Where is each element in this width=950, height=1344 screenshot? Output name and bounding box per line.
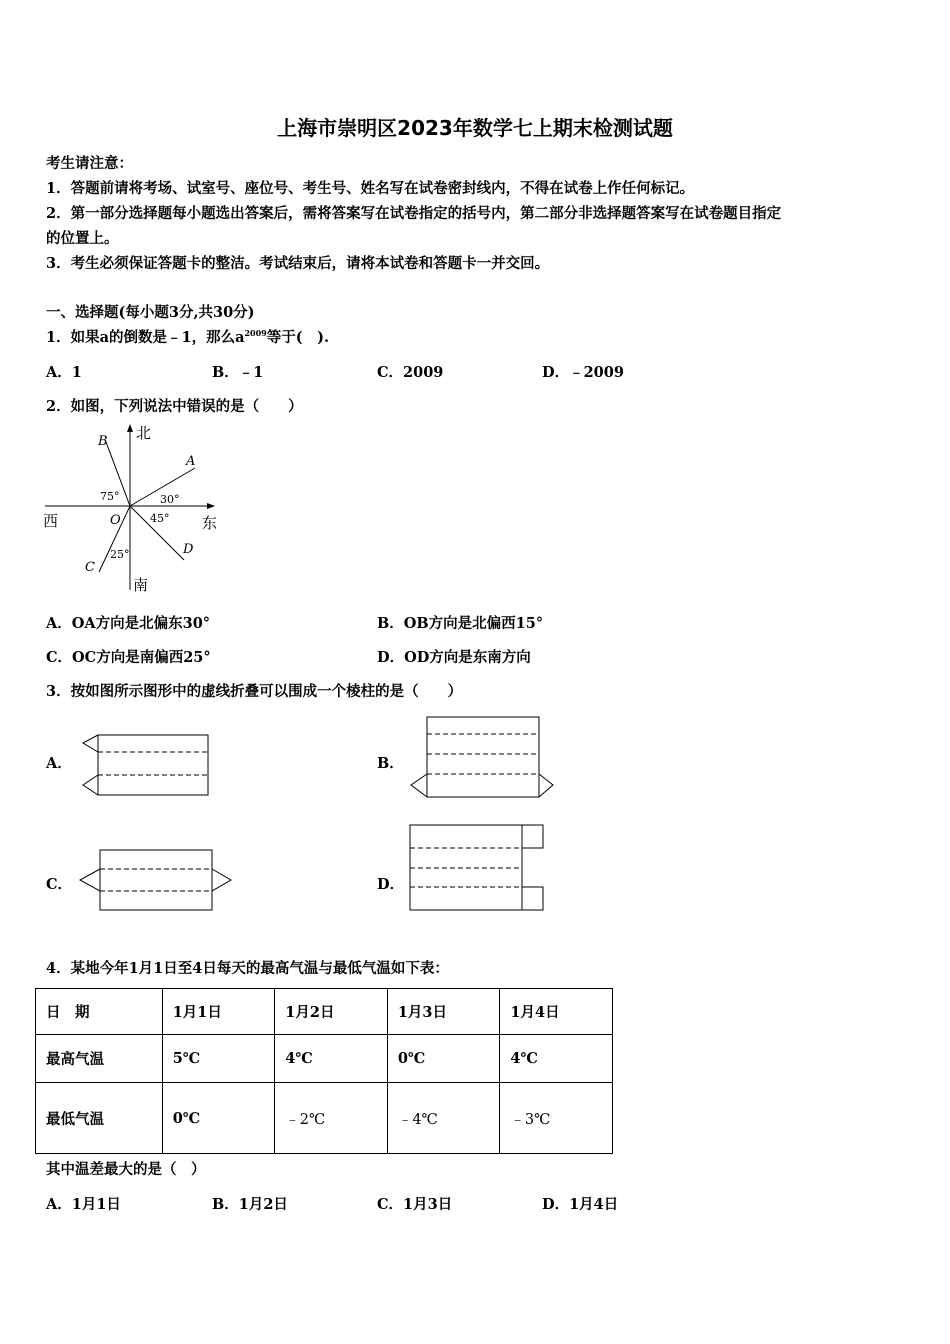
label-b: B xyxy=(98,434,108,449)
angle-45: 45° xyxy=(150,512,170,525)
table-row xyxy=(36,989,613,1035)
section-heading: 一、选择题(每小题3分,共30分) xyxy=(46,304,255,321)
angle-25: 25° xyxy=(110,548,130,561)
net-figure-a xyxy=(78,730,213,800)
table-cell: 1月2日 xyxy=(275,989,388,1035)
west-label: 西 xyxy=(43,512,59,530)
table-cell: 最高气温 xyxy=(36,1035,163,1083)
q2-option-b: B．OB方向是北偏西15° xyxy=(377,615,544,632)
label-o: O xyxy=(110,513,121,528)
angle-30: 30° xyxy=(160,493,180,506)
compass-figure xyxy=(40,420,230,595)
net-figure-b xyxy=(405,712,560,802)
page-title: 上海市崇明区2023年数学七上期末检测试题 xyxy=(277,116,673,140)
q4-option-d: D．1月4日 xyxy=(542,1196,619,1213)
table-cell: 日 期 xyxy=(36,989,163,1035)
q3-option-c: C． xyxy=(46,876,73,893)
q1-option-c: C．2009 xyxy=(377,364,444,381)
q3-option-d: D． xyxy=(377,876,405,893)
table-cell: 5℃ xyxy=(162,1035,275,1083)
notice-item: 1．答题前请将考场、试室号、座位号、考生号、姓名写在试卷密封线内，不得在试卷上作任何标记。 xyxy=(46,180,695,197)
q3-stem: 3．按如图所示图形中的虚线折叠可以围成一个棱柱的是（ ） xyxy=(46,683,463,700)
q4-question: 其中温差最大的是（ ） xyxy=(46,1161,206,1178)
net-figure-c xyxy=(75,845,235,915)
q4-option-b: B．1月2日 xyxy=(212,1196,288,1213)
table-cell: ﹣2℃ xyxy=(275,1083,388,1154)
q4-option-a: A．1月1日 xyxy=(46,1196,121,1213)
label-a: A xyxy=(186,454,196,469)
table-cell: 1月1日 xyxy=(162,989,275,1035)
table-row xyxy=(36,1035,613,1083)
table-cell: 1月4日 xyxy=(500,989,613,1035)
notice-item: 2．第一部分选择题每小题选出答案后，需将答案写在试卷指定的括号内，第二部分非选择题答案写在试卷题目指定 xyxy=(46,205,782,222)
q2-option-d: D．OD方向是东南方向 xyxy=(377,649,531,666)
north-label: 北 xyxy=(136,424,152,442)
table-cell: 4℃ xyxy=(500,1035,613,1083)
temperature-table xyxy=(35,988,613,1154)
table-cell: 1月3日 xyxy=(387,989,500,1035)
q3-option-a: A． xyxy=(46,755,72,772)
q1-option-d: D．﹣2009 xyxy=(542,364,624,381)
table-cell: 最低气温 xyxy=(36,1083,163,1154)
q1-option-b: B．﹣1 xyxy=(212,364,264,381)
notice-item: 3．考生必须保证答题卡的整洁。考试结束后，请将本试卷和答题卡一并交回。 xyxy=(46,255,550,272)
table-cell: 0℃ xyxy=(387,1035,500,1083)
label-c: C xyxy=(85,560,95,575)
east-label: 东 xyxy=(202,514,218,532)
angle-75: 75° xyxy=(100,490,120,503)
q1-option-a: A．1 xyxy=(46,364,82,381)
table-cell: 4℃ xyxy=(275,1035,388,1083)
q3-option-b: B． xyxy=(377,755,404,772)
q2-option-a: A．OA方向是北偏东30° xyxy=(46,615,211,632)
q2-stem: 2．如图，下列说法中错误的是（ ） xyxy=(46,398,303,415)
label-d: D xyxy=(183,542,194,557)
q4-option-c: C．1月3日 xyxy=(377,1196,453,1213)
table-row xyxy=(36,1083,613,1154)
south-label: 南 xyxy=(133,576,149,594)
q2-option-c: C．OC方向是南偏西25° xyxy=(46,649,211,666)
q4-stem: 4．某地今年1月1日至4日每天的最高气温与最低气温如下表： xyxy=(46,960,449,977)
notice-item: 的位置上。 xyxy=(46,230,119,247)
table-cell: ﹣3℃ xyxy=(500,1083,613,1154)
notice-heading: 考生请注意： xyxy=(46,155,133,172)
q1-stem: 1．如果a的倒数是﹣1，那么$a^{2009}$等于( ). xyxy=(46,328,330,346)
table-cell: ﹣4℃ xyxy=(387,1083,500,1154)
net-figure-d xyxy=(405,820,550,915)
table-cell: 0℃ xyxy=(162,1083,275,1154)
